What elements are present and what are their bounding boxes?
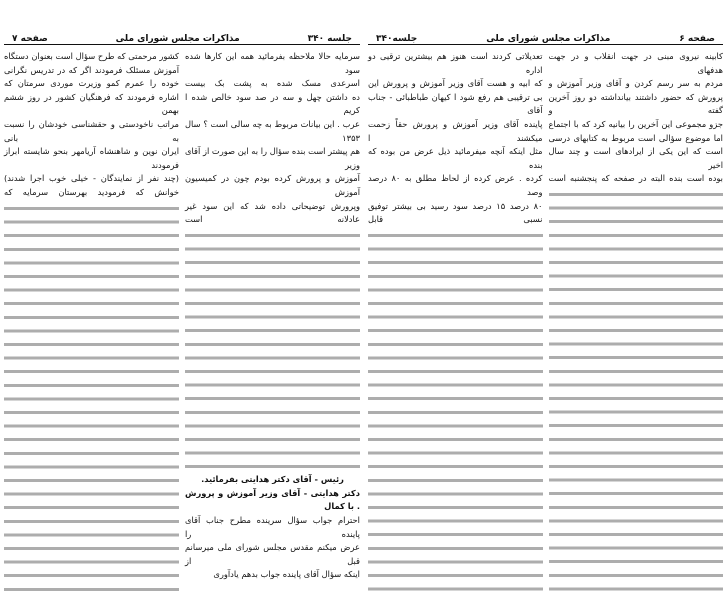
text-column-right	[185, 50, 360, 596]
text-column-right	[549, 50, 724, 596]
text-line: ایران نوین و شاهنشاه آریامهر بنحو شایسته ابراز فرمودند	[4, 146, 179, 170]
page-number: صفحه ۶	[679, 34, 715, 44]
text-line: ۸۰ درصد ۱۵ درصد سود رسید بی بیشتر توفیق نسبی قابل	[368, 200, 543, 225]
text-line: کرده . عرض کرده از لحاظ مطلق به ۸۰ درصد وصد	[368, 173, 543, 197]
text-line: خوده را عمرم کمو وزیرت موردی سرمتان که	[4, 78, 179, 89]
text-line: خوانش که فرمودید بهرستان سرمایه که	[4, 186, 179, 197]
text-line: (چند نفر از نمایندگان - خیلی خوب اجرا شدند)	[4, 173, 179, 184]
dense-text-block	[549, 188, 724, 594]
text-line: آموزش مسئلک فرمودند اگر که در تدریس نگرانی	[4, 64, 179, 75]
dense-text-block	[4, 202, 179, 594]
text-line: احترام جواب سؤال سرینده مطرح جناب آقای پاینده را	[185, 515, 360, 539]
text-line: تعدیلاتی کردند است هنوز هم بیشترین ترقیی دو اداره	[368, 51, 543, 75]
text-line: وپرورش توضیحاتی داده شد که این سود غیر عادلانه است	[185, 200, 360, 225]
text-line: بوده است بنده البته در صفحه که پنجشنبه است	[548, 173, 723, 184]
running-title: مذاکرات مجلس شورای ملی	[115, 34, 240, 44]
text-line: است که این یکی از ایرادهای است و چند سال اخیر	[548, 146, 723, 170]
text-line: اما موضوع سؤالی است مربوط به کتابهای درسی	[548, 132, 723, 143]
text-line: آموزش و پرورش کرده بودم چون در کمیسیون آموزش	[185, 173, 360, 197]
text-line: کابینه نیروی مبنی در جهت انقلاب و در جهت هدفهای	[548, 51, 723, 75]
text-line: هم پیشتر است بنده سؤال را به این صورت از آقای وزیر	[185, 146, 360, 170]
session-number: جلسه۳۴۰	[376, 34, 418, 44]
text-line: سرمایه حالا ملاحظه بفرمائید همه این کارها شده سود	[185, 51, 360, 75]
text-line: جزو مجموعی این آخرین را بیانیه کرد که با اجتماع	[548, 118, 723, 129]
dense-text-block	[185, 229, 360, 472]
text-line: مردم به سر رسم کردن و آقای وزیر آموزش و	[548, 78, 723, 89]
speaker-line: رئیس - آقای دکتر هدایتی بفرمائید.	[201, 474, 344, 485]
text-line: اشاره فرمودند که فرهنگیان کشور در روز ششم بهمن	[4, 91, 179, 116]
text-line: پرورش که حضور داشتند بیانداشته دو روز آخرین گفته و	[548, 91, 723, 116]
page-header	[368, 30, 723, 45]
text-line: مثل اینکه آنچه میفرمائید ذیل عرض من بوده که بنده	[368, 146, 543, 170]
text-line: عرض میکنم مقدس مجلس شورای ملی میرسانم قبل از	[185, 542, 360, 566]
text-column-left	[4, 50, 179, 596]
running-title: مذاکرات مجلس شورای ملی	[486, 34, 611, 44]
text-line: بی ترقیبی هم رفع شود ا کیهان طباطبائی - جناب آقای	[368, 91, 543, 116]
left-page	[4, 30, 360, 596]
session-number: جلسه ۳۴۰	[307, 34, 352, 44]
text-line: اسرعدی مسک شده به پشت بک بیست	[185, 78, 360, 89]
text-line: که ابیه و هست آقای وزیر آموزش و پرورش این	[368, 78, 543, 89]
right-page	[368, 30, 723, 596]
dense-text-block	[368, 229, 543, 594]
speaker-line: دکتر هدایتی - آقای وزیر آموزش و پرورش . با کمال	[185, 487, 360, 512]
text-line: عرب . این بیانات مربوط به چه سالی است ؟ سال ۱۳۵۳	[185, 118, 360, 143]
text-line: ده داشتن چهل و سه در صد سود خالص شده ا کریم	[185, 91, 360, 116]
text-line: پاینده آقای وزیر آموزش و پرورش حقاً زحمت میکشند ا	[368, 118, 543, 143]
text-line: کشور مرحمتی که طرح سؤال است بعنوان دستگاه	[4, 51, 179, 61]
text-column-left	[368, 50, 543, 596]
page-header	[4, 30, 360, 45]
text-line: اینکه سؤال آقای پاینده جواب بدهم یادآوری	[213, 569, 360, 580]
text-line: مراتب ناخودستی و حقشناسی خودشان را نسبت به بانی	[4, 118, 179, 143]
page-number: صفحه ۷	[12, 34, 48, 44]
